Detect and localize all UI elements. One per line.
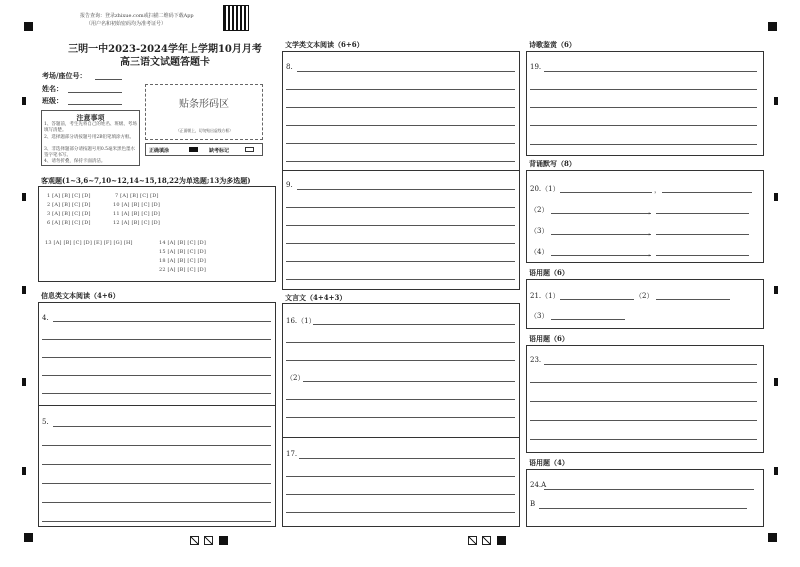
q5-label: 5. bbox=[42, 418, 49, 426]
report-notice-line1: 报告查询：登录zhixue.com或扫描二维码下载App bbox=[80, 13, 194, 19]
objective-section-title: 客观题(1~3,6~7,10~12,14~15,18,22为单选题;13为多选题) bbox=[41, 176, 251, 185]
answer-line bbox=[299, 458, 515, 459]
answer-line bbox=[42, 339, 271, 340]
recitation-title: 背诵默写（8） bbox=[529, 159, 576, 168]
answer-line bbox=[42, 393, 271, 394]
answer-line bbox=[662, 192, 752, 193]
timing-mark bbox=[22, 378, 26, 386]
q21-part2-label: （2） bbox=[635, 292, 654, 300]
answer-line bbox=[539, 508, 747, 509]
corner-mark-bottom-right bbox=[768, 533, 777, 542]
timing-mark bbox=[22, 193, 26, 201]
answer-line bbox=[530, 144, 757, 145]
q21-answer-box[interactable] bbox=[526, 279, 764, 329]
corner-mark-top-right bbox=[768, 22, 777, 31]
answer-line bbox=[42, 375, 271, 376]
q24-answer-box[interactable] bbox=[526, 469, 764, 527]
answer-line bbox=[42, 357, 271, 358]
answer-line bbox=[286, 207, 515, 208]
room-seat-field[interactable] bbox=[95, 79, 122, 80]
page-hatch-mark bbox=[482, 536, 491, 545]
corner-mark-top-left bbox=[24, 22, 33, 31]
name-label: 姓名： bbox=[42, 84, 63, 93]
barcode-hint: （正面朝上，切勿贴出虚线方框） bbox=[176, 128, 233, 133]
page-hatch-mark bbox=[190, 536, 199, 545]
timing-mark bbox=[774, 378, 778, 386]
answer-line bbox=[286, 399, 515, 400]
answer-line bbox=[42, 445, 271, 446]
q21-part3-label: （3） bbox=[530, 312, 549, 320]
room-seat-label: 考场/座位号： bbox=[42, 71, 87, 80]
answer-line bbox=[286, 143, 515, 144]
answer-line bbox=[530, 382, 757, 383]
answer-line bbox=[551, 255, 651, 256]
literary-reading-title: 文学类文本阅读（6+6） bbox=[285, 40, 364, 49]
notes-item: 4、请勿折叠，保持卡面清洁。 bbox=[44, 159, 106, 164]
absent-mark-checkbox[interactable] bbox=[245, 147, 254, 152]
notes-item: 3、非选择题部分请按题号用0.5毫米黑色墨水签字笔书写。 bbox=[44, 147, 136, 158]
comma: ， bbox=[648, 207, 655, 215]
timing-mark bbox=[774, 193, 778, 201]
answer-line bbox=[530, 125, 757, 126]
answer-line bbox=[286, 342, 515, 343]
fill-sample-row bbox=[145, 143, 263, 156]
q9-answer-box[interactable] bbox=[282, 170, 520, 290]
q8-label: 8. bbox=[286, 63, 293, 71]
answer-line bbox=[560, 192, 652, 193]
answer-line bbox=[530, 107, 757, 108]
answer-line bbox=[544, 489, 754, 490]
page-solid-mark bbox=[219, 536, 228, 545]
barcode-area bbox=[145, 84, 263, 140]
q20-part2-label: （2） bbox=[530, 206, 549, 214]
q16-part2-label: （2） bbox=[286, 374, 305, 382]
q23-answer-box[interactable] bbox=[526, 345, 764, 453]
exam-title: 三明一中2023-2024学年上学期10月月考 bbox=[68, 44, 262, 55]
q20-answer-box[interactable] bbox=[526, 170, 764, 263]
timing-mark bbox=[22, 467, 26, 475]
correct-fill-sample-icon bbox=[189, 147, 198, 152]
info-reading-title: 信息类文本阅读（4+6） bbox=[41, 291, 120, 300]
answer-line bbox=[530, 420, 757, 421]
answer-line bbox=[286, 279, 515, 280]
timing-mark bbox=[22, 97, 26, 105]
answer-line bbox=[286, 476, 515, 477]
q20-part4-label: （4） bbox=[530, 248, 549, 256]
answer-line bbox=[286, 417, 515, 418]
timing-mark bbox=[22, 286, 26, 294]
answer-line bbox=[544, 364, 757, 365]
q23-label: 23. bbox=[530, 356, 542, 364]
answer-line bbox=[551, 319, 625, 320]
q19-label: 19. bbox=[530, 63, 542, 71]
answer-line bbox=[53, 426, 271, 427]
answer-line bbox=[656, 255, 749, 256]
answer-line bbox=[530, 401, 757, 402]
report-notice-line2: （用户名和初始密码均为准考证号） bbox=[86, 21, 167, 27]
answer-line bbox=[286, 261, 515, 262]
answer-line bbox=[286, 360, 515, 361]
notes-item: 2、选择题部分请按题号用2B铅笔填涂方框。 bbox=[44, 135, 135, 140]
q17-label: 17. bbox=[286, 450, 298, 458]
answer-line bbox=[53, 321, 271, 322]
answer-line bbox=[560, 299, 634, 300]
class-field[interactable] bbox=[68, 104, 122, 105]
answer-line bbox=[42, 502, 271, 503]
timing-mark bbox=[774, 97, 778, 105]
q4-label: 4. bbox=[42, 314, 49, 322]
choice-row[interactable]: 2 [A] [B] [C] [D] bbox=[47, 202, 91, 208]
choice-row[interactable]: 10 [A] [B] [C] [D] bbox=[113, 202, 161, 208]
language-use-title-1: 语用题（6） bbox=[529, 268, 569, 277]
answer-line bbox=[303, 381, 515, 382]
class-label: 班级： bbox=[42, 96, 63, 105]
poetry-title: 诗歌鉴赏（6） bbox=[529, 40, 576, 49]
q21-label: 21.（1） bbox=[530, 292, 560, 300]
comma: ， bbox=[654, 186, 661, 194]
choice-row[interactable]: 11 [A] [B] [C] [D] bbox=[113, 211, 161, 217]
answer-line bbox=[42, 464, 271, 465]
qr-code-icon bbox=[223, 5, 249, 31]
choice-row[interactable]: 6 [A] [B] [C] [D] bbox=[47, 220, 91, 226]
answer-line bbox=[286, 512, 515, 513]
q4-answer-box[interactable] bbox=[38, 302, 276, 406]
notes-title: 注意事项 bbox=[76, 113, 105, 122]
choice-row[interactable]: 14 [A] [B] [C] [D] bbox=[159, 240, 207, 246]
q8-answer-box[interactable] bbox=[282, 51, 520, 171]
page-hatch-mark bbox=[468, 536, 477, 545]
answer-line bbox=[286, 225, 515, 226]
name-field[interactable] bbox=[68, 92, 122, 93]
page-hatch-mark bbox=[204, 536, 213, 545]
q20-part3-label: （3） bbox=[530, 227, 549, 235]
classical-chinese-title: 文言文（4+4+3） bbox=[285, 293, 347, 302]
q19-answer-box[interactable] bbox=[526, 51, 764, 156]
notes-box bbox=[41, 110, 140, 166]
q5-answer-box[interactable] bbox=[38, 405, 276, 527]
exam-subtitle: 高三语文试题答题卡 bbox=[120, 57, 210, 68]
answer-line bbox=[297, 189, 515, 190]
page-solid-mark bbox=[497, 536, 506, 545]
choice-row[interactable]: 15 [A] [B] [C] [D] bbox=[159, 249, 207, 255]
answer-line bbox=[530, 89, 757, 90]
q20-label: 20.（1） bbox=[530, 185, 560, 193]
choice-row[interactable]: 22 [A] [B] [C] [D] bbox=[159, 267, 207, 273]
choice-row[interactable]: 12 [A] [B] [C] [D] bbox=[113, 220, 161, 226]
choice-row[interactable]: 1 [A] [B] [C] [D] bbox=[47, 193, 91, 199]
q9-label: 9. bbox=[286, 181, 293, 189]
answer-line bbox=[656, 213, 749, 214]
answer-line bbox=[286, 243, 515, 244]
language-use-title-3: 语用题（4） bbox=[529, 458, 569, 467]
answer-line bbox=[42, 521, 271, 522]
language-use-title-2: 语用题（6） bbox=[529, 334, 569, 343]
timing-mark bbox=[774, 286, 778, 294]
notes-item: 1、答题前，考生先将自己的姓名、班级、考场填写清楚。 bbox=[44, 122, 137, 133]
corner-mark-bottom-left bbox=[24, 533, 33, 542]
correct-fill-label: 正确填涂 bbox=[149, 148, 170, 154]
answer-line bbox=[313, 324, 515, 325]
q24a-label: 24.A bbox=[530, 481, 547, 489]
answer-line bbox=[544, 71, 757, 72]
objective-answer-box bbox=[38, 186, 276, 282]
q16-label: 16.（1） bbox=[286, 317, 316, 325]
answer-line bbox=[656, 299, 730, 300]
answer-line bbox=[286, 161, 515, 162]
absent-mark-label: 缺考标记 bbox=[209, 148, 230, 154]
answer-line bbox=[286, 125, 515, 126]
comma: ， bbox=[648, 228, 655, 236]
choice-row[interactable]: 18 [A] [B] [C] [D] bbox=[159, 258, 207, 264]
answer-line bbox=[551, 234, 651, 235]
timing-mark bbox=[774, 467, 778, 475]
q17-answer-box[interactable] bbox=[282, 437, 520, 527]
q24b-label: B bbox=[530, 500, 536, 508]
barcode-title: 贴条形码区 bbox=[179, 99, 229, 110]
answer-line bbox=[530, 439, 757, 440]
answer-line bbox=[551, 213, 651, 214]
answer-line bbox=[286, 494, 515, 495]
choice-row[interactable]: 7 [A] [B] [C] [D] bbox=[115, 193, 159, 199]
choice-row[interactable]: 3 [A] [B] [C] [D] bbox=[47, 211, 91, 217]
answer-line bbox=[42, 483, 271, 484]
choice-row[interactable]: 13 [A] [B] [C] [D] [E] [F] [G] [H] bbox=[45, 240, 133, 246]
answer-line bbox=[656, 234, 749, 235]
q16-answer-box[interactable] bbox=[282, 303, 520, 438]
answer-line bbox=[286, 107, 515, 108]
comma: ， bbox=[648, 249, 655, 257]
answer-line bbox=[286, 89, 515, 90]
answer-line bbox=[297, 71, 515, 72]
